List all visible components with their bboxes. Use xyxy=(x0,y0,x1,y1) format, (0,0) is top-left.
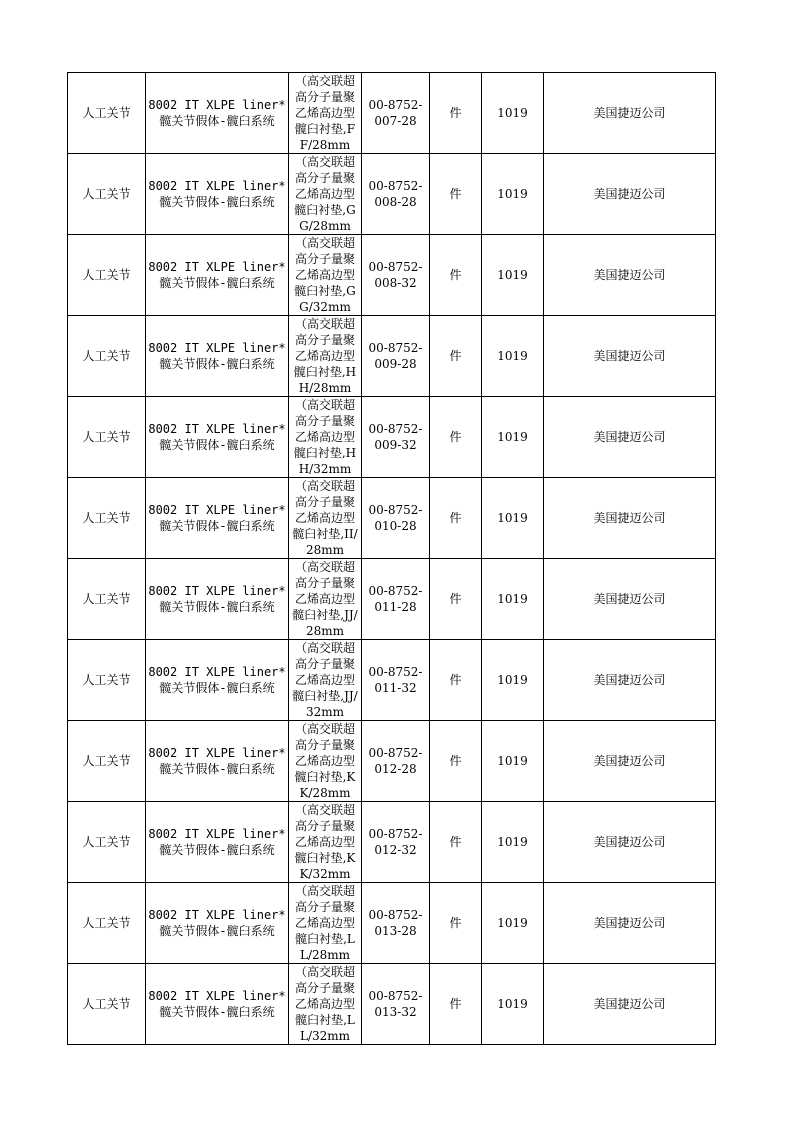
unit-text: 件 xyxy=(449,997,462,1011)
number-cell xyxy=(482,316,544,397)
description-text: （高交联超高分子量聚乙烯高边型髋臼衬垫,KK/28mm xyxy=(294,722,356,800)
product-name-cell xyxy=(146,640,289,721)
number-text: 1019 xyxy=(497,592,528,606)
description-cell xyxy=(289,721,362,802)
number-text: 1019 xyxy=(497,187,528,201)
product-name-text: 8002 IT XLPE liner*髋关节假体-髋臼系统 xyxy=(148,827,286,857)
product-code-cell xyxy=(362,883,430,964)
unit-text: 件 xyxy=(449,511,462,525)
product-code-text: 00-8752-009-28 xyxy=(368,341,423,371)
unit-text: 件 xyxy=(449,106,462,120)
unit-text: 件 xyxy=(449,916,462,930)
company-cell xyxy=(544,397,716,478)
number-text: 1019 xyxy=(497,754,528,768)
number-text: 1019 xyxy=(497,106,528,120)
category-text: 人工关节 xyxy=(82,916,131,930)
description-text: （高交联超高分子量聚乙烯高边型髋臼衬垫,GG/28mm xyxy=(294,155,356,233)
company-text: 美国捷迈公司 xyxy=(593,916,666,930)
description-cell xyxy=(289,802,362,883)
number-cell xyxy=(482,721,544,802)
category-cell xyxy=(68,883,146,964)
unit-text: 件 xyxy=(449,349,462,363)
description-cell xyxy=(289,964,362,1045)
unit-text: 件 xyxy=(449,592,462,606)
product-code-cell xyxy=(362,721,430,802)
category-cell xyxy=(68,154,146,235)
description-text: （高交联超高分子量聚乙烯高边型髋臼衬垫,KK/32mm xyxy=(294,803,356,881)
description-text: （高交联超高分子量聚乙烯高边型髋臼衬垫,FF/28mm xyxy=(294,74,356,152)
product-name-text: 8002 IT XLPE liner*髋关节假体-髋臼系统 xyxy=(148,422,286,452)
table-row xyxy=(68,964,716,1045)
product-code-cell xyxy=(362,802,430,883)
description-cell xyxy=(289,154,362,235)
product-name-cell xyxy=(146,478,289,559)
company-text: 美国捷迈公司 xyxy=(593,754,666,768)
product-code-cell xyxy=(362,235,430,316)
category-cell xyxy=(68,235,146,316)
product-code-text: 00-8752-011-32 xyxy=(368,665,423,695)
description-cell xyxy=(289,883,362,964)
product-name-text: 8002 IT XLPE liner*髋关节假体-髋臼系统 xyxy=(148,179,286,209)
product-table-body xyxy=(68,73,716,1045)
product-code-cell xyxy=(362,397,430,478)
description-text: （高交联超高分子量聚乙烯高边型髋臼衬垫,HH/28mm xyxy=(293,317,357,395)
unit-cell xyxy=(430,640,482,721)
category-cell xyxy=(68,721,146,802)
unit-cell xyxy=(430,235,482,316)
company-cell xyxy=(544,154,716,235)
product-name-cell xyxy=(146,964,289,1045)
company-cell xyxy=(544,316,716,397)
product-code-text: 00-8752-012-32 xyxy=(368,827,423,857)
unit-cell xyxy=(430,559,482,640)
company-text: 美国捷迈公司 xyxy=(593,592,666,606)
number-cell xyxy=(482,154,544,235)
unit-cell xyxy=(430,964,482,1045)
category-cell xyxy=(68,478,146,559)
product-code-cell xyxy=(362,964,430,1045)
product-name-cell xyxy=(146,721,289,802)
category-text: 人工关节 xyxy=(82,349,131,363)
product-name-text: 8002 IT XLPE liner*髋关节假体-髋臼系统 xyxy=(148,746,286,776)
company-text: 美国捷迈公司 xyxy=(593,997,666,1011)
category-text: 人工关节 xyxy=(82,835,131,849)
table-row xyxy=(68,802,716,883)
product-name-cell xyxy=(146,154,289,235)
company-text: 美国捷迈公司 xyxy=(593,106,666,120)
product-code-text: 00-8752-013-32 xyxy=(368,989,423,1019)
product-name-text: 8002 IT XLPE liner*髋关节假体-髋臼系统 xyxy=(148,98,286,128)
unit-cell xyxy=(430,478,482,559)
product-name-text: 8002 IT XLPE liner*髋关节假体-髋臼系统 xyxy=(148,260,286,290)
company-cell xyxy=(544,802,716,883)
table-row xyxy=(68,397,716,478)
product-name-cell xyxy=(146,883,289,964)
product-name-text: 8002 IT XLPE liner*髋关节假体-髋臼系统 xyxy=(148,584,286,614)
unit-cell xyxy=(430,721,482,802)
category-text: 人工关节 xyxy=(82,673,131,687)
category-cell xyxy=(68,73,146,154)
number-text: 1019 xyxy=(497,673,528,687)
product-code-text: 00-8752-009-32 xyxy=(368,422,423,452)
product-table xyxy=(67,72,716,1045)
table-row xyxy=(68,154,716,235)
product-name-text: 8002 IT XLPE liner*髋关节假体-髋臼系统 xyxy=(148,908,286,938)
description-text: （高交联超高分子量聚乙烯高边型髋臼衬垫,LL/32mm xyxy=(294,965,355,1043)
description-cell xyxy=(289,235,362,316)
company-text: 美国捷迈公司 xyxy=(593,349,666,363)
unit-cell xyxy=(430,802,482,883)
company-cell xyxy=(544,640,716,721)
product-name-cell xyxy=(146,73,289,154)
number-text: 1019 xyxy=(497,511,528,525)
table-row xyxy=(68,478,716,559)
product-code-cell xyxy=(362,559,430,640)
description-text: （高交联超高分子量聚乙烯高边型髋臼衬垫,LL/28mm xyxy=(294,884,355,962)
product-name-text: 8002 IT XLPE liner*髋关节假体-髋臼系统 xyxy=(148,989,286,1019)
unit-text: 件 xyxy=(449,673,462,687)
category-text: 人工关节 xyxy=(82,754,131,768)
company-cell xyxy=(544,235,716,316)
description-cell xyxy=(289,316,362,397)
unit-text: 件 xyxy=(449,268,462,282)
unit-text: 件 xyxy=(449,187,462,201)
company-cell xyxy=(544,559,716,640)
number-text: 1019 xyxy=(497,268,528,282)
product-code-cell xyxy=(362,316,430,397)
category-text: 人工关节 xyxy=(82,511,131,525)
description-text: （高交联超高分子量聚乙烯高边型髋臼衬垫,II/28mm xyxy=(292,479,358,557)
number-text: 1019 xyxy=(497,916,528,930)
product-name-cell xyxy=(146,316,289,397)
company-cell xyxy=(544,721,716,802)
category-text: 人工关节 xyxy=(82,187,131,201)
product-code-cell xyxy=(362,73,430,154)
table-row xyxy=(68,559,716,640)
number-cell xyxy=(482,235,544,316)
unit-text: 件 xyxy=(449,835,462,849)
company-text: 美国捷迈公司 xyxy=(593,511,666,525)
product-code-cell xyxy=(362,640,430,721)
product-name-text: 8002 IT XLPE liner*髋关节假体-髋臼系统 xyxy=(148,341,286,371)
product-code-text: 00-8752-008-32 xyxy=(368,260,423,290)
description-cell xyxy=(289,73,362,154)
number-cell xyxy=(482,397,544,478)
category-cell xyxy=(68,316,146,397)
product-code-text: 00-8752-010-28 xyxy=(368,503,423,533)
unit-cell xyxy=(430,883,482,964)
number-text: 1019 xyxy=(497,997,528,1011)
number-text: 1019 xyxy=(497,835,528,849)
category-cell xyxy=(68,640,146,721)
product-name-text: 8002 IT XLPE liner*髋关节假体-髋臼系统 xyxy=(148,665,286,695)
unit-cell xyxy=(430,73,482,154)
category-cell xyxy=(68,802,146,883)
product-name-cell xyxy=(146,397,289,478)
unit-text: 件 xyxy=(449,754,462,768)
category-cell xyxy=(68,964,146,1045)
table-row xyxy=(68,640,716,721)
number-cell xyxy=(482,883,544,964)
category-text: 人工关节 xyxy=(82,106,131,120)
description-text: （高交联超高分子量聚乙烯高边型髋臼衬垫,HH/32mm xyxy=(293,398,357,476)
product-code-text: 00-8752-007-28 xyxy=(368,98,423,128)
number-cell xyxy=(482,640,544,721)
product-name-cell xyxy=(146,235,289,316)
product-code-cell xyxy=(362,154,430,235)
unit-cell xyxy=(430,154,482,235)
category-text: 人工关节 xyxy=(82,592,131,606)
product-code-cell xyxy=(362,478,430,559)
company-cell xyxy=(544,478,716,559)
unit-cell xyxy=(430,397,482,478)
company-text: 美国捷迈公司 xyxy=(593,430,666,444)
product-code-text: 00-8752-011-28 xyxy=(368,584,423,614)
category-text: 人工关节 xyxy=(82,997,131,1011)
number-cell xyxy=(482,478,544,559)
description-cell xyxy=(289,397,362,478)
table-row xyxy=(68,721,716,802)
company-text: 美国捷迈公司 xyxy=(593,673,666,687)
category-cell xyxy=(68,559,146,640)
company-cell xyxy=(544,73,716,154)
number-text: 1019 xyxy=(497,430,528,444)
number-cell xyxy=(482,964,544,1045)
number-cell xyxy=(482,73,544,154)
table-row xyxy=(68,316,716,397)
description-text: （高交联超高分子量聚乙烯高边型髋臼衬垫,JJ/28mm xyxy=(292,560,358,638)
table-row xyxy=(68,235,716,316)
product-code-text: 00-8752-013-28 xyxy=(368,908,423,938)
company-cell xyxy=(544,964,716,1045)
product-code-text: 00-8752-008-28 xyxy=(368,179,423,209)
description-cell xyxy=(289,640,362,721)
category-text: 人工关节 xyxy=(82,430,131,444)
company-text: 美国捷迈公司 xyxy=(593,268,666,282)
product-name-cell xyxy=(146,559,289,640)
company-text: 美国捷迈公司 xyxy=(593,835,666,849)
category-text: 人工关节 xyxy=(82,268,131,282)
description-cell xyxy=(289,478,362,559)
product-name-cell xyxy=(146,802,289,883)
unit-cell xyxy=(430,316,482,397)
number-cell xyxy=(482,559,544,640)
description-cell xyxy=(289,559,362,640)
number-cell xyxy=(482,802,544,883)
unit-text: 件 xyxy=(449,430,462,444)
description-text: （高交联超高分子量聚乙烯高边型髋臼衬垫,GG/32mm xyxy=(294,236,356,314)
product-name-text: 8002 IT XLPE liner*髋关节假体-髋臼系统 xyxy=(148,503,286,533)
description-text: （高交联超高分子量聚乙烯高边型髋臼衬垫,JJ/32mm xyxy=(292,641,358,719)
product-code-text: 00-8752-012-28 xyxy=(368,746,423,776)
company-text: 美国捷迈公司 xyxy=(593,187,666,201)
table-row xyxy=(68,883,716,964)
category-cell xyxy=(68,397,146,478)
number-text: 1019 xyxy=(497,349,528,363)
company-cell xyxy=(544,883,716,964)
table-row xyxy=(68,73,716,154)
